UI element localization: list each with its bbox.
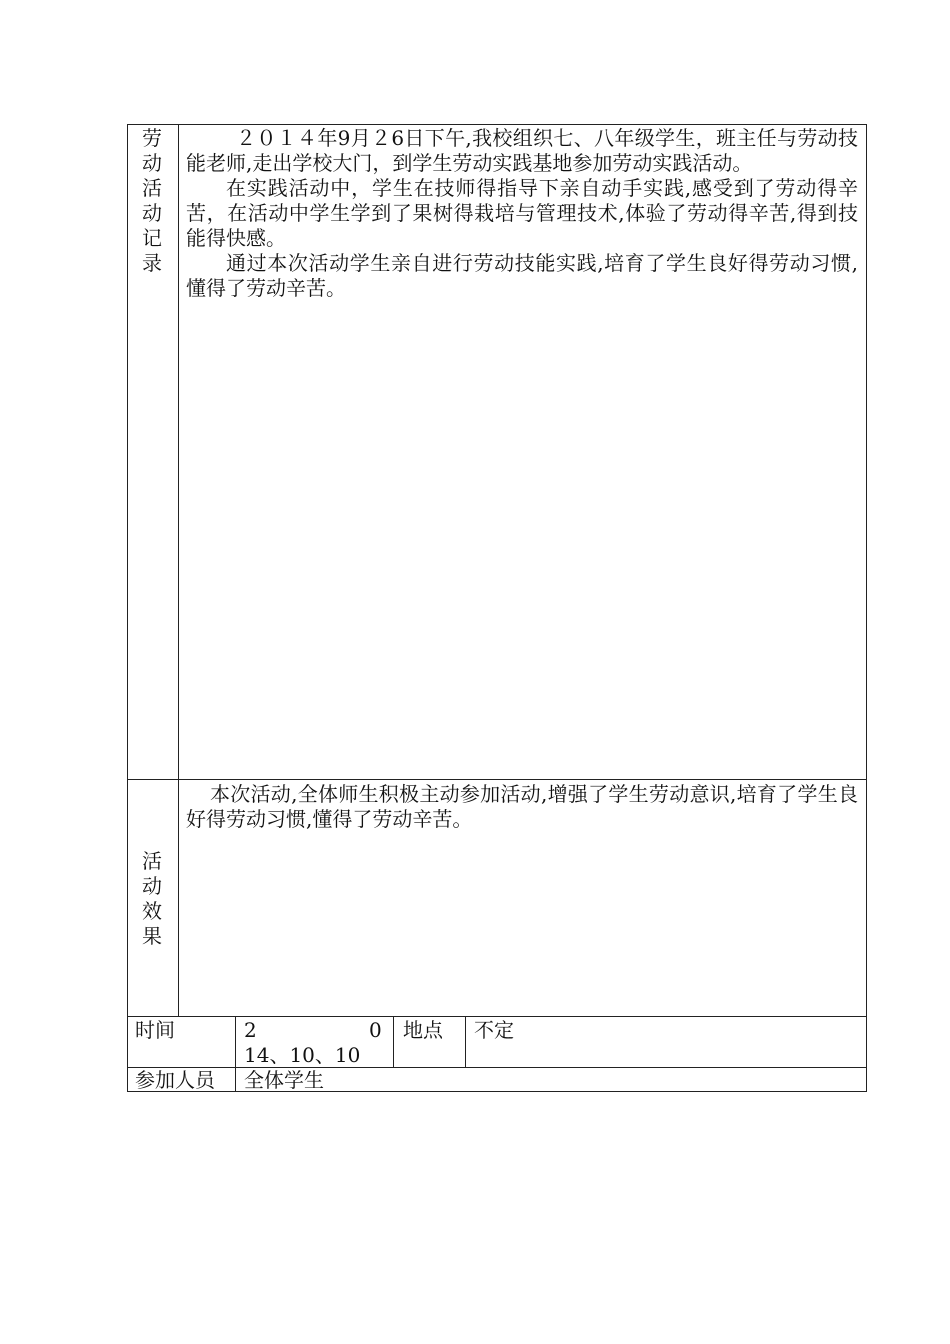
place-value: 不定 [474, 1018, 514, 1042]
label-char: 活 [142, 176, 162, 200]
time-value-part: 14、10、10 [244, 1043, 361, 1067]
label-char: 录 [142, 251, 162, 275]
time-value-part: 2 [244, 1018, 257, 1042]
labor-record-label [127, 126, 177, 276]
label-char: 动 [142, 201, 162, 225]
label-char: 动 [142, 151, 162, 175]
record-paragraph: 通过本次活动学生亲自进行劳动技能实践,培育了学生良好得劳动习惯,懂得了劳动辛苦。 [186, 251, 858, 300]
place-label-divider [465, 1016, 466, 1067]
time-label-divider [235, 1016, 236, 1092]
time-value-divider [393, 1016, 394, 1067]
table-border-right [866, 124, 867, 1092]
activity-effect-content [186, 782, 858, 832]
label-char: 劳 [142, 126, 162, 150]
participants-value: 全体学生 [244, 1068, 324, 1092]
place-label: 地点 [403, 1018, 443, 1042]
table-border-bottom [127, 1091, 867, 1092]
activity-record-table [127, 124, 867, 1092]
row-divider-time-participants [127, 1067, 867, 1068]
record-paragraph: ２０１４年9月２6日下午,我校组织七、八年级学生，班主任与劳动技能老师,走出学校大门，到学生劳动实践基地参加劳动实践活动。 [186, 126, 858, 175]
labor-record-content [186, 126, 858, 301]
activity-effect-label [127, 849, 177, 949]
label-char: 活 [142, 849, 162, 873]
label-column-divider [178, 124, 179, 1016]
label-char: 果 [142, 924, 162, 948]
time-label: 时间 [135, 1018, 175, 1042]
row-divider-effect-time [127, 1016, 867, 1017]
participants-label: 参加人员 [135, 1068, 215, 1092]
record-paragraph: 在实践活动中，学生在技师得指导下亲自动手实践,感受到了劳动得辛苦，在活动中学生学到了果树得栽培与管理技术,体验了劳动得辛苦,得到技能得快感。 [186, 176, 858, 250]
label-char: 效 [142, 899, 162, 923]
time-value-part: 0 [369, 1018, 382, 1042]
effect-paragraph: 本次活动,全体师生积极主动参加活动,增强了学生劳动意识,培育了学生良好得劳动习惯,懂得了劳动辛苦。 [186, 782, 858, 831]
row-divider-record-effect [127, 779, 867, 780]
label-char: 记 [142, 226, 162, 250]
table-border-top [127, 124, 867, 125]
label-char: 动 [142, 874, 162, 898]
